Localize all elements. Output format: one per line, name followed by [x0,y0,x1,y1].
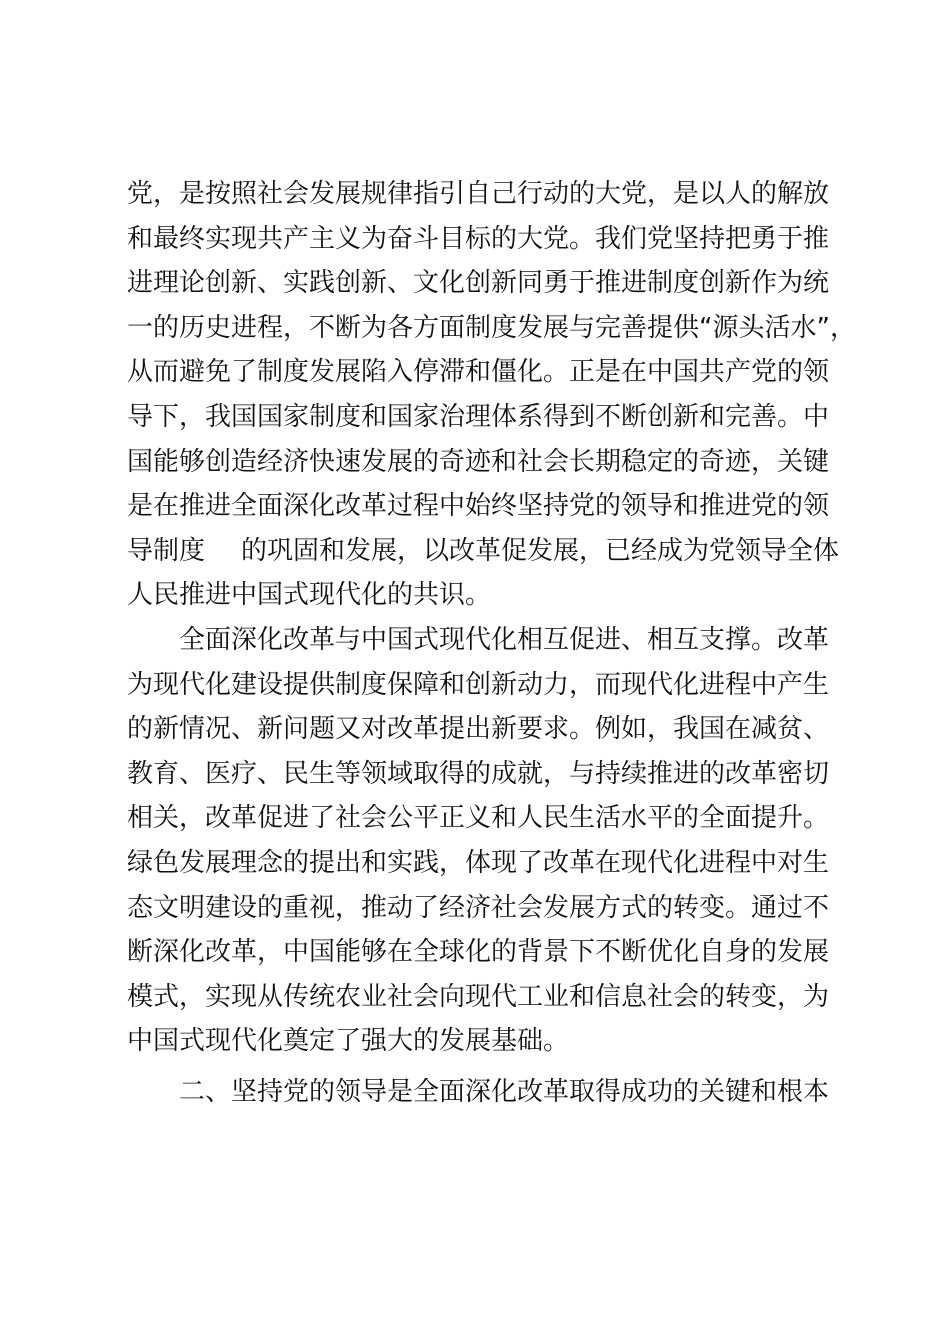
text-line: 断深化改革，中国能够在全球化的背景下不断优化自身的发展 [127,937,830,968]
text-line: 是在推进全面深化改革过程中始终坚持党的领导和推进党的领 [127,491,830,522]
text-line: 绿色发展理念的提出和实践，体现了改革在现代化进程中对生 [127,847,830,878]
paragraph [127,618,830,1064]
paragraph [127,172,856,618]
text-line: 导下，我国国家制度和国家治理体系得到不断创新和完善。中 [127,401,830,432]
text-line: 教育、医疗、民生等领域取得的成就，与持续推进的改革密切 [127,758,830,789]
text-line: 模式，实现从传统农业社会向现代工业和信息社会的转变，为 [127,981,830,1012]
text-line: 的新情况、新问题又对改革提出新要求。例如，我国在减贫、 [127,714,830,745]
text-line: 一的历史进程，不断为各方面制度发展与完善提供“源头活水”， [127,312,856,343]
text-segment: 导制度 [127,535,206,566]
text-line: 党，是按照社会发展规律指引自己行动的大党，是以人的解放 [127,179,830,209]
document-body [127,172,856,1114]
text-line: 从而避免了制度发展陷入停滞和僵化。正是在中国共产党的领 [127,357,830,388]
text-line: 为现代化建设提供制度保障和创新动力，而现代化进程中产生 [127,669,830,700]
text-line: 相关，改革促进了社会公平正义和人民生活水平的全面提升。 [127,803,830,834]
text-segment: 的巩固和发展，以改革促发展，已经成为党领导全体 [241,535,840,566]
text-line: 全面深化改革与中国式现代化相互促进、相互支撑。改革 [179,624,830,655]
section-heading: 二、坚持党的领导是全面深化改革取得成功的关键和根本 [179,1076,830,1107]
text-line: 进理论创新、实践创新、文化创新同勇于推进制度创新作为统 [127,268,830,299]
text-line: 态文明建设的重视，推动了经济社会发展方式的转变。通过不 [127,892,830,923]
text-line: 人民推进中国式现代化的共识。 [127,580,492,611]
text-line: 中国式现代化奠定了强大的发展基础。 [127,1026,570,1057]
text-line: 国能够创造经济快速发展的奇迹和社会长期稳定的奇迹，关键 [127,446,830,477]
text-line: 和最终实现共产主义为奋斗目标的大党。我们党坚持把勇于推 [127,223,830,254]
text-line [127,529,840,574]
